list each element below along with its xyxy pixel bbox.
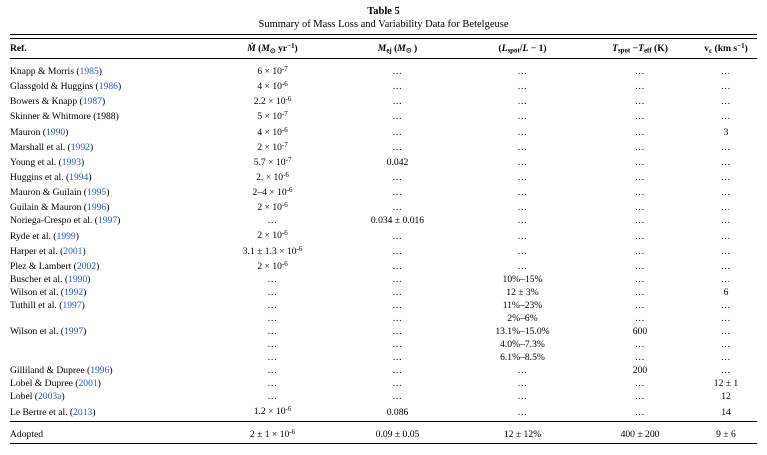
cell-reference: Huggins et al. (1994) (10, 172, 92, 184)
cell-tspot: … (634, 406, 646, 418)
cell-mdot: … (267, 352, 278, 364)
cell-mdot: … (267, 300, 278, 312)
cell-reference: Buscher et al. (1990) (10, 273, 91, 285)
cell-vc: … (720, 156, 732, 168)
citation-link[interactable]: 1997 (97, 215, 118, 227)
citation-link[interactable]: 1994 (69, 172, 89, 184)
cell-reference: Knapp & Morris (1985) (10, 65, 102, 77)
cell-lspot: … (517, 391, 528, 403)
citation-link[interactable]: 1995 (87, 187, 107, 199)
citation-link[interactable]: 2003a (37, 391, 62, 403)
table-row (10, 227, 757, 242)
cell-mdot: 2. × $10^{-6}$ (256, 171, 289, 184)
cell-lspot: … (517, 365, 528, 377)
column-header-ref: Ref. (10, 43, 27, 55)
cell-mej: … (392, 260, 403, 272)
cell-tspot: … (634, 81, 646, 93)
cell-mej: 0.034 ± 0.016 (370, 215, 425, 227)
cell-vc: … (720, 352, 732, 364)
cell-lspot: … (517, 230, 528, 242)
rule-bottom (10, 443, 757, 445)
citation-link[interactable]: 1992 (70, 141, 90, 153)
citation-link[interactable]: 2001 (63, 245, 83, 257)
cell-reference: Mauron & Guilain (1995) (10, 187, 110, 199)
cell-mdot: $6 \times 10^{-7}$ (257, 65, 288, 77)
cell-tspot: … (634, 111, 646, 123)
adopted-mej: 0.09 ± 0.05 (375, 428, 420, 440)
mass-loss-variability-table (10, 34, 757, 445)
table-row (10, 377, 757, 390)
cell-mdot: … (267, 313, 278, 325)
cell-reference: Wilson et al. (1992) (10, 287, 87, 298)
cell-mej: … (392, 230, 403, 242)
cell-lspot: 10%–15% (502, 273, 543, 285)
table-row (10, 351, 757, 364)
cell-mej: … (392, 339, 403, 351)
cell-reference: Le Bertre et al. (2013) (10, 406, 96, 418)
table-body (10, 63, 757, 419)
cell-tspot: … (634, 300, 646, 312)
cell-mej: … (392, 245, 403, 257)
cell-lspot: … (517, 187, 528, 199)
cell-lspot: … (517, 378, 528, 390)
table-row (10, 214, 757, 227)
cell-lspot: … (517, 126, 528, 138)
cell-lspot: … (517, 215, 528, 227)
cell-mej: … (392, 365, 403, 377)
cell-reference: Harper et al. (2001) (10, 245, 86, 257)
cell-vc: … (720, 141, 732, 153)
cell-mdot: $3.1 \pm 1.3 \times 10^{-6}$ (242, 245, 303, 257)
cell-mej: … (392, 141, 403, 153)
citation-link[interactable]: 1990 (68, 273, 88, 285)
cell-mej: … (392, 81, 403, 93)
table-row (10, 108, 757, 123)
cell-vc: … (720, 65, 732, 77)
cell-lspot: 13.1%–15.0% (495, 326, 550, 338)
table-row (10, 338, 757, 351)
table-header-row (10, 40, 757, 58)
table-row (10, 299, 757, 312)
table-row (10, 273, 757, 286)
table-row (10, 286, 757, 299)
citation-link[interactable]: 2013 (73, 406, 93, 418)
citation-link[interactable]: 1993 (61, 156, 81, 168)
cell-vc: 6 (723, 287, 729, 298)
column-header-mdot: Ṁ ($M_⊙$ $yr^{-1}$) (247, 43, 298, 55)
cell-reference: Lobel & Dupree (2001) (10, 378, 101, 390)
adopted-mdot: $2 \pm 1 \times 10^{-6}$ (249, 428, 296, 440)
table-number: Table 5 (367, 6, 400, 17)
cell-lspot: 12 ± 3% (506, 287, 539, 298)
cell-tspot: … (634, 378, 646, 390)
citation-link[interactable]: 1999 (56, 230, 76, 242)
citation-link[interactable]: 1996 (90, 365, 110, 377)
citation-link[interactable]: 1987 (82, 96, 102, 108)
table-row (10, 312, 757, 325)
table-row (10, 124, 757, 139)
cell-vc: 3 (723, 126, 729, 138)
cell-lspot: … (517, 260, 528, 272)
cell-vc: 12 (721, 391, 731, 403)
cell-lspot: 2%–6% (507, 313, 538, 325)
cell-mej: … (392, 352, 403, 364)
adopted-tspot: 400 ± 200 (620, 428, 660, 440)
table-row (10, 78, 757, 93)
cell-mdot: … (267, 391, 278, 403)
citation-link[interactable]: 1985 (79, 65, 99, 77)
cell-mdot: … (267, 215, 278, 227)
cell-vc: … (720, 172, 732, 184)
table-row (10, 63, 757, 78)
cell-mej: … (392, 378, 403, 390)
cell-vc: … (720, 230, 732, 242)
cell-tspot: … (634, 156, 646, 168)
cell-vc: … (720, 215, 732, 227)
citation-link[interactable]: 1992 (63, 287, 84, 298)
cell-mej: … (392, 65, 403, 77)
cell-tspot: … (634, 230, 646, 242)
cell-mdot: $5 \times 10^{-7}$ (257, 111, 288, 123)
table-row (10, 403, 757, 418)
table-row (10, 169, 757, 184)
cell-tspot: … (634, 273, 646, 285)
cell-tspot: … (634, 352, 646, 364)
cell-tspot: … (634, 215, 646, 227)
cell-mdot: … (267, 273, 278, 285)
cell-mej: … (392, 172, 403, 184)
cell-mdot: $2-4 \times 10^{-6}$ (252, 187, 293, 199)
cell-vc: … (720, 111, 732, 123)
cell-mej: … (392, 300, 403, 312)
table-row (10, 390, 757, 403)
cell-mej: 0.042 (386, 156, 409, 168)
cell-reference: Guilain & Mauron (1996) (10, 202, 110, 214)
cell-reference (10, 351, 210, 364)
column-header-lspot: $(L_{spot}/L - 1)$ (498, 43, 547, 55)
cell-mdot: $1.2 \times 10^{-6}$ (253, 406, 292, 418)
cell-mdot: $2.2 \times 10^{-6}$ (253, 96, 292, 108)
cell-tspot: … (634, 141, 646, 153)
cell-mej: … (392, 202, 403, 214)
table-row (10, 139, 757, 154)
cell-tspot: … (634, 260, 646, 272)
cell-vc: … (720, 273, 732, 285)
table-row (10, 364, 757, 377)
cell-reference (10, 312, 210, 325)
citation-link[interactable]: 1997 (63, 326, 84, 338)
cell-lspot: 11%–23% (502, 300, 543, 312)
citation-link[interactable]: 1997 (62, 300, 82, 312)
cell-lspot: … (517, 96, 528, 108)
table-row (10, 93, 757, 108)
cell-mej: … (392, 313, 403, 325)
cell-tspot: … (634, 65, 646, 77)
cell-tspot: … (634, 339, 646, 351)
cell-mdot: $4 \times 10^{-6}$ (257, 81, 288, 93)
cell-tspot: … (634, 126, 646, 138)
cell-tspot: 200 (632, 365, 648, 377)
cell-vc: … (720, 96, 732, 108)
cell-lspot: … (517, 65, 528, 77)
cell-lspot: 6.1%–8.5% (500, 352, 545, 364)
cell-mej: … (392, 326, 403, 338)
cell-vc: … (720, 187, 732, 199)
cell-reference: Tuthill et al. (1997) (10, 300, 85, 312)
cell-reference: Gilliland & Dupree (1996) (10, 365, 113, 377)
cell-tspot: … (634, 202, 646, 214)
adopted-lspot: 12 ± 12% (503, 428, 542, 440)
table-row (10, 154, 757, 169)
cell-mej: … (392, 273, 403, 285)
cell-tspot: … (634, 187, 646, 199)
citation-link[interactable]: 2002 (76, 260, 97, 272)
column-header-tspot: $T_{spot} -T_{eff}$ (K) (612, 43, 668, 55)
cell-lspot: … (517, 81, 528, 93)
cell-reference: Wilson et al. (1997) (10, 326, 87, 338)
cell-vc: … (720, 202, 732, 214)
cell-lspot: 4.0%–7.3% (500, 339, 545, 351)
citation-link[interactable]: 1996 (87, 202, 107, 214)
cell-mdot: $4 \times 10^{-6}$ (257, 126, 288, 138)
cell-tspot: … (634, 287, 646, 298)
table-container (10, 0, 757, 445)
cell-vc: 14 (721, 406, 731, 418)
cell-lspot: … (517, 406, 528, 418)
table-row (10, 199, 757, 214)
table-row-adopted (10, 423, 757, 441)
cell-reference: Ryde et al. (1999) (10, 230, 79, 242)
cell-vc: 12 ± 1 (713, 378, 739, 390)
cell-lspot: … (517, 156, 528, 168)
table-row (10, 243, 757, 258)
cell-vc: … (720, 365, 732, 377)
table-row (10, 325, 757, 338)
cell-mej: … (392, 287, 403, 298)
cell-lspot: … (517, 202, 528, 214)
cell-vc: … (720, 326, 732, 338)
cell-vc: … (720, 260, 732, 272)
column-header-mej: $M_{ej}$ ($M_⊙$ ) (377, 43, 418, 55)
cell-reference: Bowers & Knapp (1987) (10, 96, 106, 108)
citation-link[interactable]: 1986 (98, 81, 118, 93)
cell-tspot: … (634, 245, 646, 257)
cell-mdot: … (267, 365, 278, 377)
cell-reference: Mauron (1990) (10, 126, 69, 138)
cell-reference: Young et al. (1993) (10, 156, 85, 168)
cell-mdot: $2 \times 10^{-6}$ (257, 260, 288, 272)
cell-vc: … (720, 245, 732, 257)
citation-link[interactable]: 2001 (78, 378, 98, 390)
cell-tspot: … (634, 96, 646, 108)
cell-reference: Lobel (2003a) (10, 391, 65, 403)
cell-lspot: … (517, 111, 528, 123)
cell-reference: Marshall et al. (1992) (10, 141, 94, 153)
cell-reference: Plez & Lambert (2002) (10, 260, 100, 272)
cell-reference: Glassgold & Huggins (1986) (10, 81, 122, 93)
adopted-ref: Adopted (10, 428, 44, 440)
cell-mdot: … (267, 326, 278, 338)
cell-mej: … (392, 187, 403, 199)
cell-mej: … (392, 96, 403, 108)
cell-tspot: … (634, 391, 646, 403)
cell-mej: 0.086 (386, 406, 409, 418)
cell-mdot: $5.7 \times 10^{-7}$ (253, 156, 292, 168)
cell-tspot: 600 (632, 326, 648, 338)
cell-mdot: $2 \times 10^{-6}$ (257, 230, 288, 242)
cell-reference (10, 338, 210, 351)
cell-tspot: … (634, 313, 646, 325)
cell-lspot: … (517, 172, 528, 184)
cell-mej: … (392, 391, 403, 403)
cell-vc: … (720, 300, 732, 312)
table-caption: Summary of Mass Loss and Variability Data for Betelgeuse (258, 19, 509, 30)
cell-lspot: … (517, 141, 528, 153)
cell-mej: … (392, 126, 403, 138)
column-header-vc: $v_c$ (km $s^{-1}$) (704, 43, 748, 55)
cell-reference: Skinner & Whitmore (1988) (10, 111, 119, 123)
cell-mdot: $2 \times 10^{-6}$ (257, 202, 288, 214)
table-row (10, 258, 757, 273)
adopted-vc: 9 ± 6 (716, 428, 736, 440)
cell-mej: … (392, 111, 403, 123)
cell-lspot: … (517, 245, 528, 257)
cell-mdot: … (267, 287, 278, 298)
cell-mdot: … (267, 378, 278, 390)
cell-reference: Noriega-Crespo et al. (1997) (10, 215, 121, 227)
table-row (10, 184, 757, 199)
cell-vc: … (720, 81, 732, 93)
cell-vc: … (720, 313, 732, 325)
cell-mdot: … (267, 339, 278, 351)
cell-mdot: $2 \times 10^{-7}$ (257, 141, 288, 153)
cell-vc: … (720, 339, 732, 351)
citation-link[interactable]: 1990 (45, 126, 66, 138)
cell-tspot: … (634, 172, 646, 184)
